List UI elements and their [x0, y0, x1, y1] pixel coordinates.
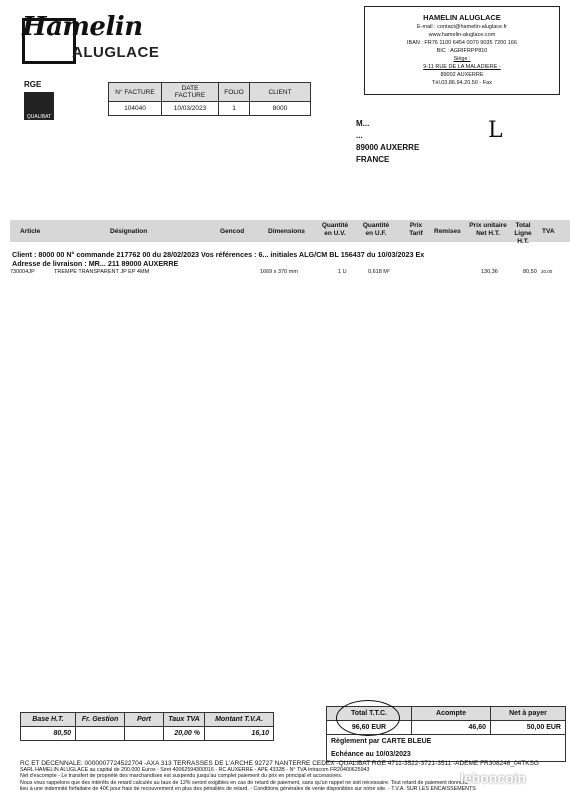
legal-line5: lieu à une indemnité forfaitaire de 40€ pour frais de recouvrement en plus des pénalités de retard. - Conditions générales de vente disponibles sur notre site. - T.V.A. SUR LES ENCAISSEMENTS	[20, 785, 476, 792]
deposit: 46,60	[412, 721, 491, 735]
header-prix-tarif: Prix Tarif	[409, 222, 423, 237]
line-items-header	[10, 220, 570, 245]
handwritten-circle	[336, 700, 400, 736]
client-number: 8000	[250, 102, 311, 116]
item-tva: 20,00	[541, 269, 553, 274]
folio: 1	[219, 102, 250, 116]
item-qty-uv: 1 U	[338, 269, 347, 275]
item-total: 80,50	[523, 269, 537, 275]
legal-line2: SARL HAMELIN ALUGLACE au capital de 200.000 Euros - Siret 40062594300016 - RC AUXERRE - APE 4332B - N° TVA Intracom FR20400625943	[20, 767, 370, 773]
company-email: E-mail : contact@hamelin-aluglace.fr	[417, 24, 507, 30]
vat-h-rate: Taux TVA	[164, 713, 205, 727]
col-invoice-number: N° FACTURE	[109, 83, 162, 102]
customer-line1: M...	[356, 119, 370, 128]
header-gencod: Gencod	[220, 228, 245, 235]
vat-h-amount: Montant T.V.A.	[205, 713, 274, 727]
company-phone: Tél.03.86.94.20.50 - Fax	[432, 80, 492, 86]
logo-subtitle: ALUGLACE	[72, 44, 160, 61]
legal-line3: Net d'escompte - Le transfert de propriété des marchandises est suspendu jusqu'au complet paiement du prix en principal et accessoires.	[20, 773, 343, 780]
payment-method: Règlement par CARTE BLEUE	[327, 735, 566, 749]
tot-h-deposit: Acompte	[412, 707, 491, 721]
rge-label: RGE	[24, 80, 42, 89]
header-total: Total Ligne H.T.	[514, 222, 532, 245]
tot-h-net: Net à payer	[491, 707, 566, 721]
company-iban: IBAN : FR76 1100 6454 0070 9035 7200 166	[407, 40, 517, 46]
company-city: 89002 AUXERRE	[440, 72, 484, 78]
item-qty-uf: 0,618 M²	[368, 269, 390, 275]
item-article: 730004JP	[10, 269, 35, 275]
client-order-line: Client : 8000 00 N° commande 217762 00 du 28/02/2023 Vos références : 6... initiales ALG/CM BL 156437 du 10/03/2023 Ex	[12, 250, 425, 259]
invoice-date: 10/03/2023	[162, 102, 219, 116]
header-designation: Désignation	[110, 228, 148, 235]
customer-line2: ...	[356, 131, 363, 140]
header-tva: TVA	[542, 228, 555, 235]
header-remises: Remises	[434, 228, 461, 235]
invoice-header-table	[108, 82, 311, 116]
company-siege-label: Siège :	[453, 56, 471, 62]
customer-city: 89000 AUXERRE	[356, 143, 420, 152]
col-folio: FOLIO	[219, 83, 250, 102]
legal-line1: RC ET DECENNALE: 0000007724522704 -AXA 313 TERRASSES DE L'ARCHE 92727 NANTERRE CEDEX -QUALIBAT RGE 4711-3522-3721-3511 -ADEME FR308246_04TKSG	[20, 760, 539, 767]
item-designation: TREMPE TRANSPARENT JP EP 4MM	[54, 269, 150, 275]
delivery-address-line: Adresse de livraison : MR... 211 89000 AUXERRE	[12, 259, 179, 268]
col-client: CLIENT	[250, 83, 311, 102]
net-to-pay: 50,00 EUR	[491, 721, 566, 735]
legal-line4: Nous vous rappelons que des intérêts de retard calculés au taux de 12% seront exigibles en cas de retard de paiement, sans qu'un rappel ne soit nécessaire. Tout retard de paiement donnera	[20, 779, 468, 786]
total-ttc: 96,60 EUR	[327, 721, 412, 735]
vat-h-port: Port	[125, 713, 164, 727]
vat-rate: 20,00 %	[164, 727, 205, 741]
company-info-box	[364, 6, 560, 95]
company-website: www.hamelin-aluglace.com	[428, 32, 496, 38]
item-prix-net: 130,36	[481, 269, 498, 275]
handwritten-mark: L	[488, 118, 503, 143]
watermark: leboncoin	[460, 770, 527, 786]
header-article: Article	[20, 228, 41, 235]
invoice-number: 104040	[109, 102, 162, 116]
header-qty-uf: Quantité en U.F.	[362, 222, 390, 237]
company-bic: BIC : AGRIFRPP810	[436, 48, 488, 54]
logo-name: Hamelin	[22, 12, 143, 42]
vat-port	[125, 727, 164, 741]
header-qty-uv: Quantité en U.V.	[321, 222, 349, 237]
vat-amount: 16,10	[205, 727, 274, 741]
order-info	[12, 250, 424, 268]
vat-h-base: Base H.T.	[21, 713, 76, 727]
qualibat-badge: QUALIBAT	[24, 92, 54, 120]
vat-base: 80,50	[21, 727, 76, 741]
company-address: 9-11 RUE DE LA MALADIERE -	[423, 64, 501, 70]
tot-h-ttc: Total T.T.C.	[327, 707, 412, 721]
col-invoice-date: DATE FACTURE	[162, 83, 219, 102]
header-prix-net: Prix unitaire Net H.T.	[469, 222, 507, 237]
vat-fees	[76, 727, 125, 741]
due-date: Echéance au 10/03/2023	[327, 748, 566, 762]
vat-h-fees: Fr. Gestion	[76, 713, 125, 727]
vat-table	[20, 712, 274, 741]
company-logo	[22, 8, 172, 66]
customer-address	[356, 118, 419, 166]
company-name: HAMELIN ALUGLACE	[423, 13, 501, 22]
customer-country: FRANCE	[356, 155, 390, 164]
item-dimensions: 1669 x 370 mm	[260, 269, 298, 275]
header-dimensions: Dimensions	[268, 228, 305, 235]
